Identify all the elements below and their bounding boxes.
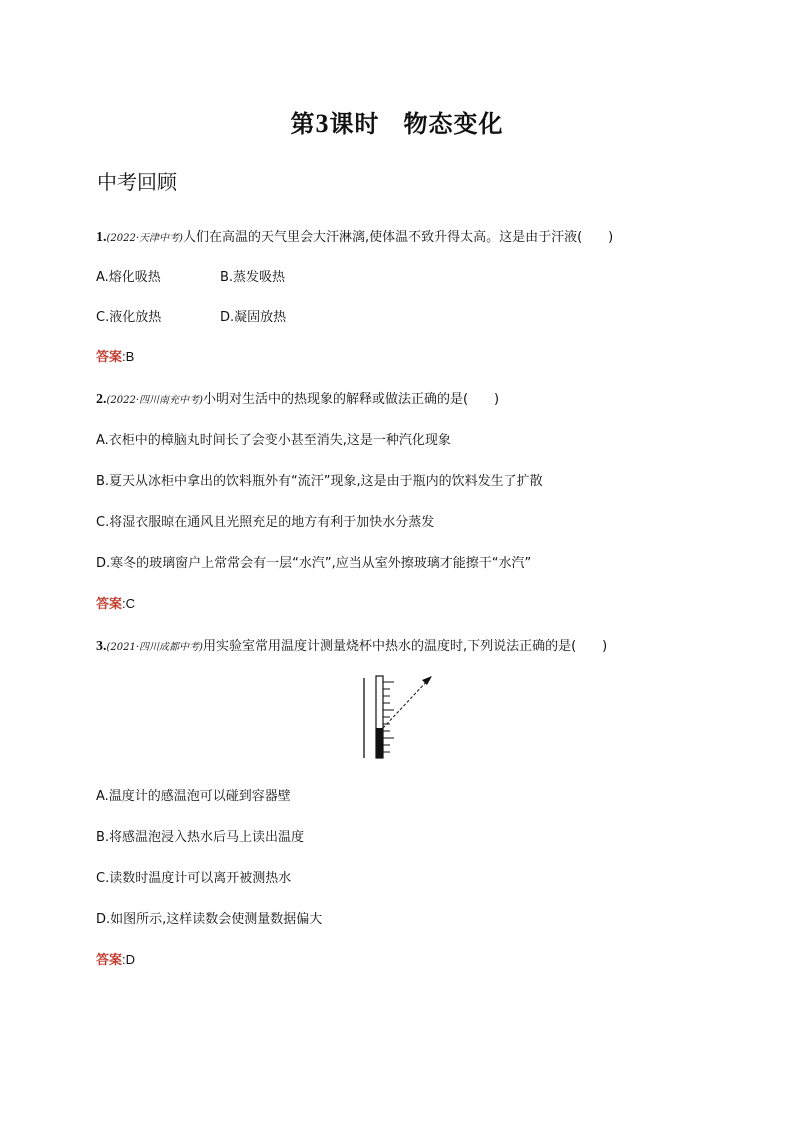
thermometer-figure [356, 672, 446, 764]
answer-value: :C [122, 596, 136, 611]
question-1 [96, 226, 613, 246]
answer-label: 答案 [96, 350, 123, 365]
option-a: A.熔化吸热 [96, 270, 161, 285]
option-b: B.将感温泡浸入热水后马上读出温度 [96, 830, 305, 845]
answer-2 [96, 593, 135, 612]
question-number: 3 [96, 639, 103, 654]
option-a: A.衣柜中的樟脑丸时间长了会变小甚至消失,这是一种汽化现象 [96, 433, 451, 448]
sight-line-arrow-icon [383, 676, 432, 728]
question-source: (2021·四川成都中考) [106, 642, 203, 653]
option-c: C.读数时温度计可以离开被测热水 [96, 871, 292, 886]
answer-label: 答案 [96, 953, 123, 968]
question-3 [96, 635, 607, 655]
option-row [96, 306, 287, 325]
question-stem: 小明对生活中的热现象的解释或做法正确的是( ) [202, 392, 500, 407]
option-a: A.温度计的感温泡可以碰到容器壁 [96, 789, 291, 804]
option-d: D.如图所示,这样读数会使测量数据偏大 [96, 912, 323, 927]
answer-label: 答案 [96, 597, 123, 612]
page-title [0, 104, 794, 139]
title-suffix: 课时 [329, 109, 380, 138]
thermometer-icon [364, 676, 394, 758]
question-stem: 人们在高温的天气里会大汗淋漓,使体温不致升得太高。这是由于汗液( ) [182, 230, 614, 245]
question-number: 1 [96, 230, 103, 245]
title-number: 3 [315, 109, 330, 138]
question-number: 2 [96, 392, 103, 407]
question-dot: . [103, 639, 107, 654]
section-heading: 中考回顾 [97, 170, 177, 194]
title-prefix: 第 [290, 109, 316, 138]
title-topic: 物态变化 [403, 109, 504, 138]
question-stem: 用实验室常用温度计测量烧杯中热水的温度时,下列说法正确的是( ) [202, 639, 608, 654]
answer-value: :D [122, 952, 136, 967]
option-c: C.液化放热 [96, 310, 162, 325]
answer-value: :B [122, 349, 135, 364]
question-source: (2022·天津中考) [106, 233, 183, 244]
option-c: C.将湿衣服晾在通风且光照充足的地方有利于加快水分蒸发 [96, 515, 435, 530]
question-2 [96, 388, 499, 408]
answer-3 [96, 949, 135, 968]
question-dot: . [103, 392, 107, 407]
question-dot: . [103, 230, 107, 245]
question-source: (2022·四川南充中考) [106, 395, 203, 406]
option-d: D.寒冬的玻璃窗户上常常会有一层“水汽”,应当从室外擦玻璃才能擦干“水汽” [96, 556, 532, 571]
option-b: B.夏天从冰柜中拿出的饮料瓶外有“流汗”现象,这是由于瓶内的饮料发生了扩散 [96, 474, 543, 489]
option-b: B.蒸发吸热 [220, 270, 286, 285]
option-row [96, 266, 286, 285]
option-d: D.凝固放热 [220, 310, 287, 325]
answer-1 [96, 346, 134, 365]
